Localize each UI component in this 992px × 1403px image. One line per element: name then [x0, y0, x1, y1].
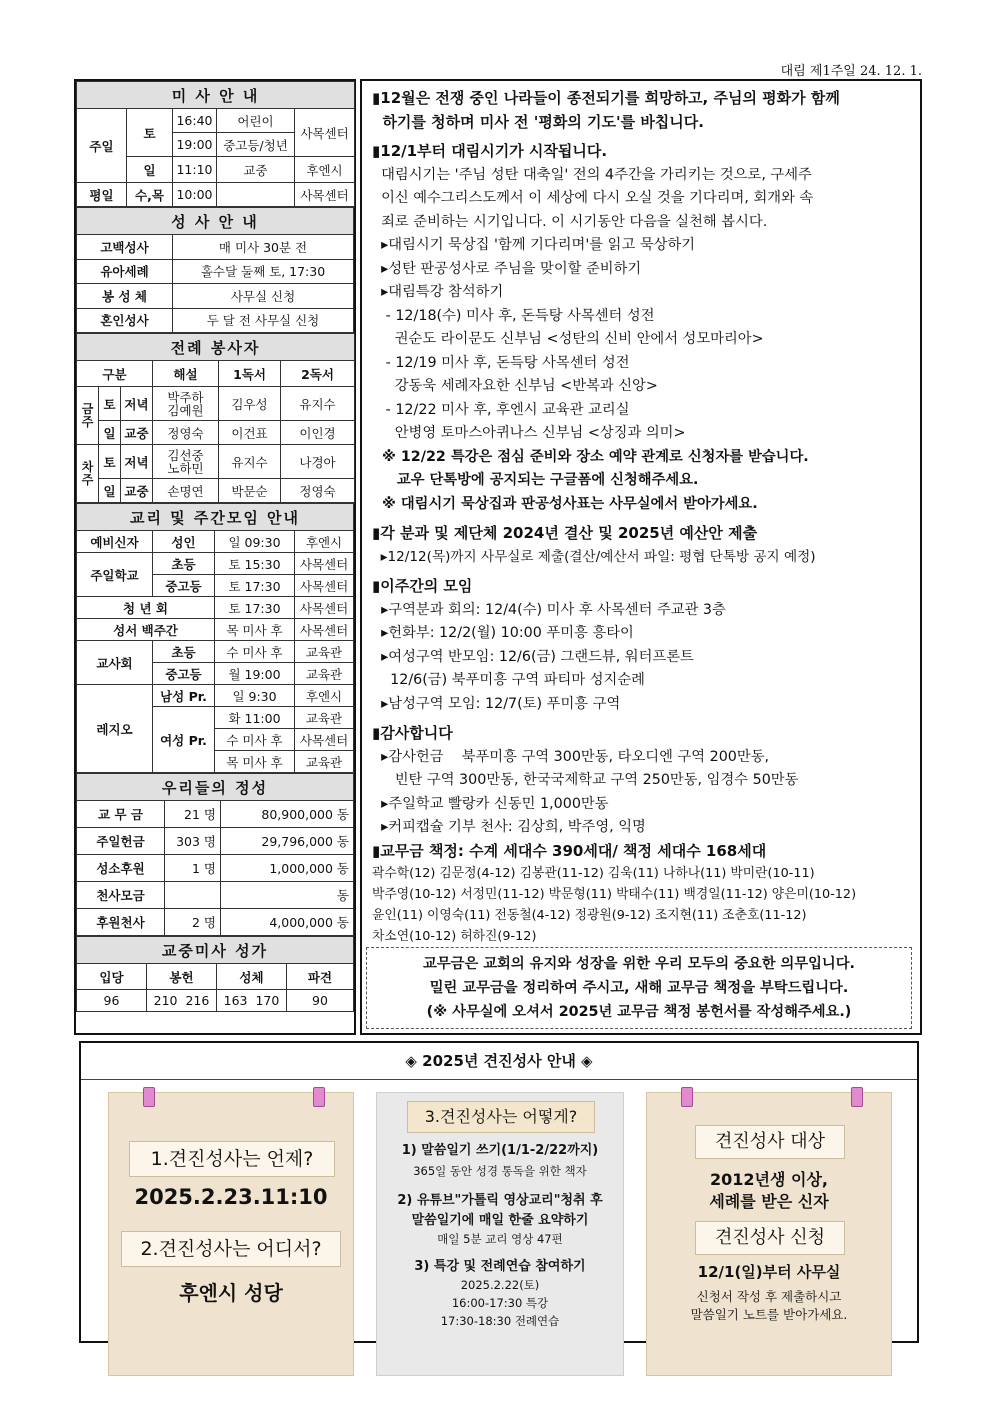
- notice-text: - 12/19 미사 후, 돈득탕 사목센터 성전: [372, 354, 630, 371]
- subgroup-label: 남성 Pr.: [153, 685, 215, 707]
- mass-location: 사목센터: [295, 183, 355, 207]
- notice-heading: ▮감사합니다: [372, 724, 453, 742]
- evening-label: 저녁: [121, 387, 153, 421]
- notice-bullet: ▸12/12(목)까지 사무실로 제출(결산/예산서 파일: 평협 단톡방 공지 예정): [372, 548, 816, 565]
- pin-icon: [681, 1087, 693, 1107]
- hymns-title: 교중미사 성가: [77, 937, 354, 964]
- question-label: 2.견진성사는 어디서?: [121, 1231, 341, 1267]
- group-label: 교사회: [77, 641, 153, 685]
- offering-amount: 80,900,000 동: [221, 801, 354, 828]
- notice-note: ※ 대림시기 묵상집과 판공성사표는 사무실에서 받아가세요.: [372, 495, 758, 512]
- notice-bullet: ▸대림특강 참석하기: [372, 284, 504, 300]
- notice-text: 안병영 토마스아퀴나스 신부님 <상징과 의미>: [372, 425, 686, 441]
- notice-bullet: ▸여성구역 반모임: 12/6(금) 그랜드뷰, 워터프론트: [372, 648, 694, 665]
- hymn-number: 210 216: [147, 990, 217, 1012]
- subgroup-label: 중고등: [153, 575, 215, 597]
- meeting-time: 수 미사 후: [215, 641, 295, 663]
- col-header: 구분: [77, 361, 153, 387]
- sacrament-value: 두 달 전 사무실 신청: [173, 308, 354, 333]
- notice-text: 12/6(금) 북푸미흥 구역 파티마 성지순례: [372, 672, 645, 688]
- sacrament-key: 유아세례: [77, 259, 173, 284]
- meeting-time: 일 9:30: [215, 685, 295, 707]
- meeting-time: 토 17:30: [215, 575, 295, 597]
- pledge-notice-text: 교무금은 교회의 유지와 성장을 위한 우리 모두의 중요한 의무입니다.: [423, 956, 855, 972]
- confirmation-section: [79, 1041, 919, 1343]
- mass-time: 10:00: [173, 183, 217, 207]
- sacrament-value: 홀수달 둘째 토, 17:30: [173, 259, 354, 284]
- left-column: [74, 79, 356, 1035]
- offering-key: 후원천사: [77, 909, 165, 936]
- meeting-time: 목 미사 후: [215, 619, 295, 641]
- notice-bullet: ▸성탄 판공성사로 주님을 맞이할 준비하기: [372, 260, 642, 277]
- meeting-location: 교육관: [295, 751, 354, 773]
- mass-title: 미 사 안 내: [77, 82, 355, 109]
- issue-header: 대림 제1주일 24. 12. 1.: [780, 64, 922, 79]
- pin-icon: [851, 1087, 863, 1107]
- how-step: 3) 특강 및 전례연습 참여하기: [414, 1259, 586, 1274]
- how-detail: 2025.2.22(토): [460, 1278, 540, 1292]
- hymn-number: 96: [77, 990, 147, 1012]
- notice-bullet: ▸남성구역 모임: 12/7(토) 푸미흥 구역: [372, 695, 621, 712]
- sun-label: 일: [99, 421, 121, 445]
- question-label: 1.견진성사는 언제?: [129, 1141, 335, 1177]
- sacrament-key: 혼인성사: [77, 308, 173, 333]
- server-name: 유지수: [281, 387, 355, 421]
- col-header: 1독서: [219, 361, 281, 387]
- col-header: 2독서: [281, 361, 355, 387]
- sacrament-value: 매 미사 30분 전: [173, 235, 354, 260]
- how-detail: 16:00-17:30 특강: [451, 1296, 549, 1310]
- notice-text: 강동욱 세례자요한 신부님 <반복과 신앙>: [372, 378, 658, 394]
- pledge-list: 박주영(10-12) 서정민(11-12) 박문형(11) 박태수(11) 백경일(11-12) 양은미(10-12): [372, 887, 857, 902]
- target-label: 견진성사 대상: [695, 1125, 845, 1159]
- notice-text: 죄로 준비하는 시기입니다. 이 시기동안 다음을 실천해 봅시다.: [372, 213, 768, 230]
- server-name: 노하민: [167, 460, 204, 476]
- meeting-time: 화 11:00: [215, 707, 295, 729]
- server-name: 나경아: [281, 445, 355, 479]
- offering-key: 성소후원: [77, 855, 165, 882]
- group-label: 레지오: [77, 685, 153, 773]
- pledge-notice-text: (※ 사무실에 오셔서 2025년 교무금 책정 봉헌서를 작성해주세요.): [426, 1004, 852, 1020]
- notice-bullet: ▸주일학교 빨랑카 신동민 1,000만동: [372, 795, 609, 812]
- how-step: 말씀일기에 매일 한줄 요약하기: [411, 1213, 589, 1228]
- main-mass-label: 교중: [121, 421, 153, 445]
- question-label: 3.견진성사는 어떻게?: [407, 1101, 595, 1133]
- offering-title: 우리들의 정성: [77, 774, 354, 801]
- mass-time: 19:00: [173, 133, 217, 157]
- notice-heading: 하기를 청하며 미사 전 '평화의 기도'를 바칩니다.: [372, 112, 704, 131]
- notice-text: 이신 예수그리스도께서 이 세상에 다시 오실 것을 기다리며, 회개와 속: [372, 190, 814, 206]
- meetings-table: [76, 503, 354, 773]
- col-header: 해설: [153, 361, 219, 387]
- servers-table: [76, 333, 355, 503]
- server-name: 정영숙: [281, 479, 355, 503]
- meeting-time: 월 19:00: [215, 663, 295, 685]
- apply-text: 12/1(일)부터 사무실: [697, 1263, 841, 1281]
- hymn-number: 90: [287, 990, 354, 1012]
- hymn-header: 봉헌: [147, 964, 217, 990]
- meeting-location: 사목센터: [295, 729, 354, 751]
- weekday-label: 평일: [77, 183, 127, 207]
- group-label: 성서 백주간: [77, 619, 215, 641]
- subgroup-label: 성인: [153, 531, 215, 553]
- sat-label: 토: [99, 445, 121, 479]
- offering-key: 교 무 금: [77, 801, 165, 828]
- confirmation-how-card: [377, 1093, 623, 1375]
- sacrament-title: 성 사 안 내: [77, 208, 354, 235]
- offering-amount: 29,796,000 동: [221, 828, 354, 855]
- server-name: 김예원: [167, 402, 204, 418]
- subgroup-label: 여성 Pr.: [153, 707, 215, 773]
- sat-label: 토: [127, 109, 173, 157]
- notice-bullet: ▸감사헌금 북푸미흥 구역 300만동, 타오디엔 구역 200만동,: [372, 748, 770, 765]
- notice-bullet: ▸커피캡슐 기부 천사: 김상희, 박주영, 익명: [372, 819, 646, 835]
- group-label: 주일학교: [77, 553, 153, 597]
- sunday-label: 주일: [77, 109, 127, 183]
- sacrament-key: 고백성사: [77, 235, 173, 260]
- target-text: 2012년생 이상,: [709, 1170, 828, 1189]
- how-detail: 17:30-18:30 전례연습: [440, 1314, 560, 1328]
- server-name: 이건표: [219, 421, 281, 445]
- subgroup-label: 초등: [153, 641, 215, 663]
- hymn-header: 파견: [287, 964, 354, 990]
- evening-label: 저녁: [121, 445, 153, 479]
- pledge-notice-box: [366, 947, 912, 1029]
- mass-who: 교중: [217, 157, 295, 183]
- server-name: 김선중: [167, 447, 204, 463]
- subgroup-label: 초등: [153, 553, 215, 575]
- how-step: 1) 말씀일기 쓰기(1/1-2/22까지): [401, 1143, 599, 1158]
- server-name: 정영숙: [153, 421, 219, 445]
- main-mass-label: 교중: [121, 479, 153, 503]
- notice-text: 대림시기는 '주님 성탄 대축일' 전의 4주간을 가리키는 것으로, 구세주: [372, 166, 812, 183]
- meeting-time: 수 미사 후: [215, 729, 295, 751]
- mass-time: 11:10: [173, 157, 217, 183]
- meeting-location: 후엔시: [295, 531, 354, 553]
- confirmation-when-card: [109, 1093, 353, 1375]
- notice-heading: ▮교무금 책정: 수계 세대수 390세대/ 책정 세대수 168세대: [372, 841, 767, 860]
- mass-who: 어린이: [217, 109, 295, 133]
- next-week-label: 차주: [77, 445, 99, 503]
- meeting-location: 교육관: [295, 663, 354, 685]
- offering-amount: 1,000,000 동: [221, 855, 354, 882]
- hymn-header: 입당: [77, 964, 147, 990]
- apply-detail: 말씀일기 노트를 받아가세요.: [690, 1307, 848, 1322]
- notices-column: [360, 79, 922, 1035]
- notice-text: 권순도 라이문도 신부님 <성탄의 신비 안에서 성모마리아>: [372, 331, 764, 347]
- offering-count: 21 명: [165, 801, 221, 828]
- servers-title: 전례 봉사자: [77, 334, 355, 361]
- hymns-table: [76, 936, 354, 1012]
- server-name: 유지수: [219, 445, 281, 479]
- notice-bullet: ▸대림시기 묵상집 '함께 기다리며'를 읽고 묵상하기: [372, 237, 696, 253]
- confirmation-place: 후엔시 성당: [179, 1281, 283, 1305]
- how-step: 2) 유튜브"가톨릭 영상교리"청취 후: [397, 1193, 603, 1208]
- how-detail: 365일 동안 성경 통독을 위한 책자: [413, 1164, 587, 1178]
- notice-bullet: ▸헌화부: 12/2(월) 10:00 푸미흥 흥타이: [372, 625, 634, 641]
- hymn-number: 163 170: [217, 990, 287, 1012]
- sacrament-value: 사무실 신청: [173, 284, 354, 309]
- server-name: 손명연: [153, 479, 219, 503]
- notice-heading: ▮12월은 전쟁 중인 나라들이 종전되기를 희망하고, 주님의 평화가 함께: [372, 89, 840, 107]
- sacrament-table: [76, 207, 354, 333]
- server-name: 이인경: [281, 421, 355, 445]
- offering-count: 2 명: [165, 909, 221, 936]
- notice-text: 빈탄 구역 300만동, 한국국제학교 구역 250만동, 임경수 50만동: [372, 772, 799, 788]
- notice-heading: ▮각 분과 및 제단체 2024년 결산 및 2025년 예산안 제출: [372, 524, 758, 542]
- offering-amount: 동: [221, 882, 354, 909]
- this-week-label: 금주: [77, 387, 99, 445]
- apply-detail: 신청서 작성 후 제출하시고: [696, 1289, 842, 1304]
- offering-key: 주일헌금: [77, 828, 165, 855]
- server-name: 박문순: [219, 479, 281, 503]
- mass-table: [76, 81, 355, 207]
- notice-text: - 12/22 미사 후, 후엔시 교육관 교리실: [372, 401, 630, 418]
- subgroup-label: 중고등: [153, 663, 215, 685]
- notices-body: [362, 81, 920, 953]
- server-name: 김우성: [219, 387, 281, 421]
- notice-bullet: ▸구역분과 회의: 12/4(수) 미사 후 사목센터 주교관 3층: [372, 601, 726, 618]
- meeting-location: 교육관: [295, 641, 354, 663]
- notice-heading: ▮12/1부터 대림시기가 시작됩니다.: [372, 142, 608, 160]
- hymn-header: 성체: [217, 964, 287, 990]
- offering-key: 천사모금: [77, 882, 165, 909]
- sacrament-key: 봉 성 체: [77, 284, 173, 309]
- wedthu-label: 수,목: [127, 183, 173, 207]
- pledge-notice-text: 밀린 교무금을 정리하여 주시고, 새해 교무금 책정을 부탁드립니다.: [429, 980, 849, 996]
- confirmation-target-card: [647, 1093, 891, 1375]
- notice-text: - 12/18(수) 미사 후, 돈득탕 사목센터 성전: [372, 307, 655, 324]
- meeting-time: 일 09:30: [215, 531, 295, 553]
- offering-count: [165, 882, 221, 909]
- pin-icon: [143, 1087, 155, 1107]
- meeting-location: 사목센터: [295, 575, 354, 597]
- sun-label: 일: [99, 479, 121, 503]
- offering-amount: 4,000,000 동: [221, 909, 354, 936]
- notice-note: 교우 단톡방에 공지되는 구글폼에 신청해주세요.: [372, 472, 699, 488]
- meeting-location: 교육관: [295, 707, 354, 729]
- group-label: 예비신자: [77, 531, 153, 553]
- target-text: 세례를 받은 신자: [709, 1192, 829, 1211]
- pledge-list: 윤인(11) 이영숙(11) 전동철(4-12) 정광원(9-12) 조지현(11) 조춘호(11-12): [372, 908, 807, 923]
- meeting-time: 토 15:30: [215, 553, 295, 575]
- confirmation-title: ◈ 2025년 견진성사 안내 ◈: [81, 1043, 917, 1080]
- mass-location: 후엔시: [295, 157, 355, 183]
- mass-location: 사목센터: [295, 109, 355, 157]
- notice-note: ※ 12/22 특강은 점심 준비와 장소 예약 관계로 신청자를 받습니다.: [372, 448, 809, 465]
- mass-who: 중고등/청년: [217, 133, 295, 157]
- mass-time: 16:40: [173, 109, 217, 133]
- meeting-time: 목 미사 후: [215, 751, 295, 773]
- meeting-location: 사목센터: [295, 597, 354, 619]
- server-name: 박주하: [167, 389, 204, 405]
- group-label: 청 년 회: [77, 597, 215, 619]
- meetings-title: 교리 및 주간모임 안내: [77, 504, 354, 531]
- pledge-list: 차소연(10-12) 허하진(9-12): [372, 929, 537, 944]
- confirmation-date: 2025.2.23.11:10: [134, 1185, 328, 1209]
- offering-count: 1 명: [165, 855, 221, 882]
- apply-label: 견진성사 신청: [695, 1221, 845, 1255]
- how-detail: 매일 5분 교리 영상 47편: [437, 1232, 563, 1246]
- offering-count: 303 명: [165, 828, 221, 855]
- sat-label: 토: [99, 387, 121, 421]
- meeting-location: 사목센터: [295, 553, 354, 575]
- meeting-location: 사목센터: [295, 619, 354, 641]
- pin-icon: [313, 1087, 325, 1107]
- meeting-time: 토 17:30: [215, 597, 295, 619]
- meeting-location: 후엔시: [295, 685, 354, 707]
- pledge-list: 곽수학(12) 김문정(4-12) 김봉관(11-12) 김욱(11) 나하나(11) 박미란(10-11): [372, 866, 815, 881]
- sun-label: 일: [127, 157, 173, 183]
- notice-heading: ▮이주간의 모임: [372, 577, 473, 595]
- offering-table: [76, 773, 354, 936]
